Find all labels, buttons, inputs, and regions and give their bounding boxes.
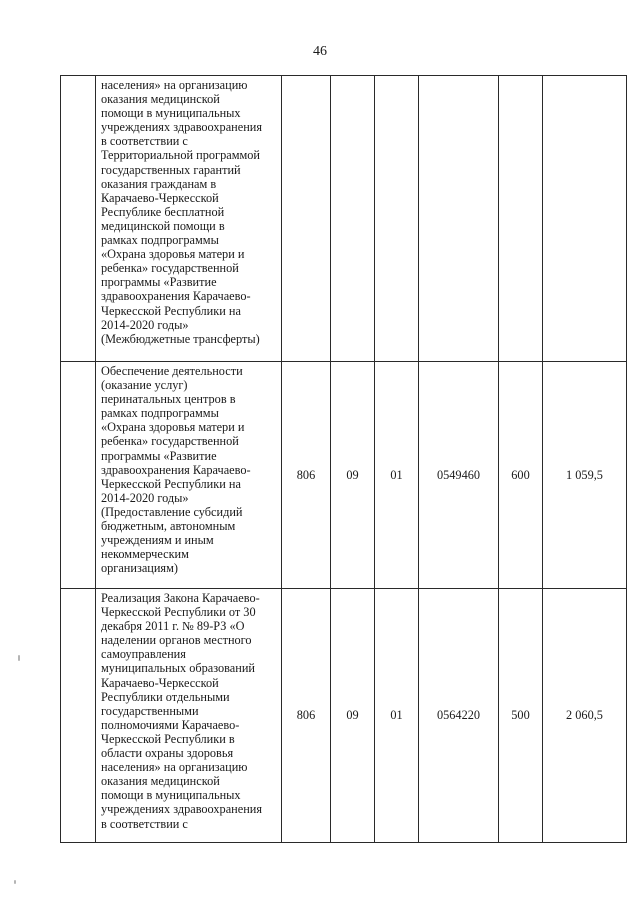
description-cell: населения» на организацию оказания медицинской помощи в муниципальных учреждениях здравоохранения в соответствии с Территориальной программой государственных гарантий оказания гражданам в Карачаево-Черкесской Республике бесплатной медицинской помощи в рамках подпрограммы «Охрана здоровья матери и ребенка» государственной программы «Развитие здравоохранения Карачаево- Черкесской Республики на 2014-2020 годы» (Межбюджетные трансферты) <box>96 76 282 362</box>
index-cell <box>61 76 96 362</box>
expense-type-cell: 600 <box>499 362 543 589</box>
target-article-cell <box>419 76 499 362</box>
section-code-cell: 09 <box>331 589 375 843</box>
page-number: 46 <box>313 44 327 59</box>
table-row <box>61 589 627 843</box>
table-row <box>61 362 627 589</box>
description-cell: Реализация Закона Карачаево- Черкесской Республики от 30 декабря 2011 г. № 89-РЗ «О наделении органов местного самоуправления муниципальных образований Карачаево-Черкесской Республики отдельными государственными полномочиями Карачаево- Черкесской Республики в области охраны здоровья населения» на организацию оказания медицинской помощи в муниципальных учреждениях здравоохранения в соответствии с <box>96 589 282 843</box>
subsection-code-cell: 01 <box>375 589 419 843</box>
scan-speck <box>14 880 16 884</box>
section-code-cell <box>331 76 375 362</box>
subsection-code-cell <box>375 76 419 362</box>
index-cell <box>61 589 96 843</box>
description-cell: Обеспечение деятельности (оказание услуг) перинатальных центров в рамках подпрограммы «Охрана здоровья матери и ребенка» государственной программы «Развитие здравоохранения Карачаево- Черкесской Республики на 2014-2020 годы» (Предоставление субсидий бюджетным, автономным учреждениям и иным некоммерческим организациям) <box>96 362 282 589</box>
amount-cell: 2 060,5 <box>543 589 627 843</box>
subsection-code-cell: 01 <box>375 362 419 589</box>
index-cell <box>61 362 96 589</box>
ministry-code-cell: 806 <box>282 362 331 589</box>
expense-type-cell <box>499 76 543 362</box>
ministry-code-cell: 806 <box>282 589 331 843</box>
target-article-cell: 0549460 <box>419 362 499 589</box>
scan-speck <box>18 655 20 661</box>
target-article-cell: 0564220 <box>419 589 499 843</box>
expense-type-cell: 500 <box>499 589 543 843</box>
amount-cell: 1 059,5 <box>543 362 627 589</box>
budget-table <box>60 75 627 843</box>
ministry-code-cell <box>282 76 331 362</box>
amount-cell <box>543 76 627 362</box>
table-row <box>61 76 627 362</box>
section-code-cell: 09 <box>331 362 375 589</box>
